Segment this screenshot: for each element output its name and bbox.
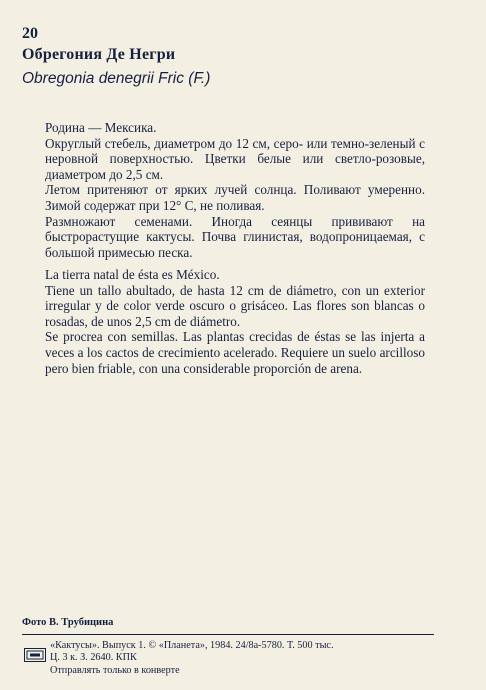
card-number: 20 (22, 25, 38, 42)
imprint-line: Ц. 3 к. З. 2640. КПК (50, 652, 137, 664)
paragraph: Летом притеняют от ярких лучей солнца. Поливают умеренно. Зимой содержат при 12° С, не поливая. (45, 182, 425, 213)
publisher-logo-icon (24, 648, 46, 662)
paragraph: Tiene un tallo abultado, de hasta 12 cm de diámetro, con un exterior irregular y de color verde oscuro o grisáceo. Las flores son blancas o rosadas, de unos 2,5 cm de diámetro. (45, 282, 425, 329)
description-russian (45, 120, 425, 260)
paragraph: Se procrea con semillas. Las plantas crecidas de éstas se las injerta a veces a los cactos de crecimiento acelerado. Requiere un suelo arcilloso pero bien friable, con una considerable proporción de arena. (45, 329, 425, 376)
title-russian: Обрегония Де Негри (22, 46, 176, 63)
imprint-line: «Кактусы». Выпуск 1. © «Планета», 1984. 24/8а-5780. Т. 500 тыс. (50, 640, 334, 651)
paragraph: Округлый стебель, диаметром до 12 см, серо- или темно-зеленый с неровной поверхностью. Цветки белые или светло-розовые, диаметром до 2,5 см. (45, 135, 425, 182)
paragraph: La tierra natal de ésta es México. (45, 267, 220, 282)
imprint (50, 640, 334, 677)
divider (22, 634, 434, 635)
title-latin: Obregonia denegrii Fric (F.) (22, 70, 211, 87)
paragraph: Размножают семенами. Иногда сеянцы прививают на быстрорастущие кактусы. Почва глинистая, водопроницаемая, с большой примесью песка. (45, 213, 425, 260)
imprint-line: Отправлять только в конверте (50, 664, 180, 676)
photo-credit: Фото В. Трубицина (22, 617, 114, 628)
paragraph: Родина — Мексика. (45, 120, 157, 135)
description-spanish (45, 267, 425, 376)
